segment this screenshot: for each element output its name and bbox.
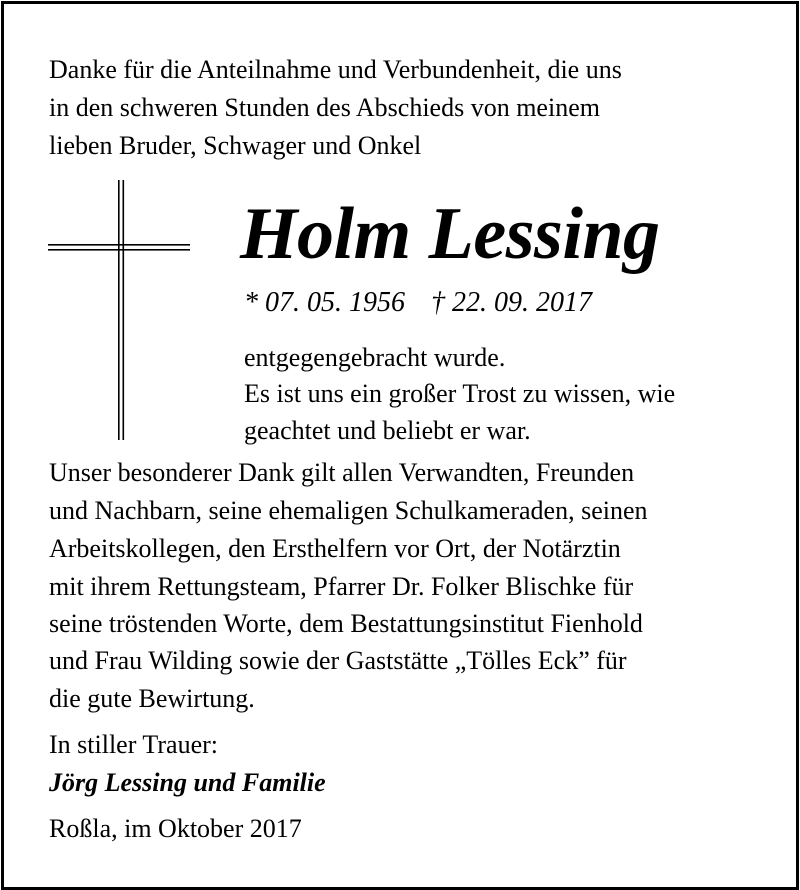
place-date: Roßla, im Oktober 2017 bbox=[49, 814, 302, 843]
thanks-line-2: und Nachbarn, seine ehemaligen Schulkameraden, seinen bbox=[49, 496, 648, 525]
mourning-line: In stiller Trauer: bbox=[49, 730, 218, 759]
life-dates bbox=[244, 286, 592, 320]
thanks-line-5: seine tröstenden Worte, dem Bestattungsinstitut Fienhold bbox=[49, 609, 643, 638]
birth-date: * 07. 05. 1956 bbox=[244, 287, 405, 318]
cross-icon bbox=[48, 180, 192, 440]
thanks-line-7: die gute Bewirtung. bbox=[49, 684, 255, 713]
thanks-line-3: Arbeitskollegen, den Ersthelfern vor Ort, der Notärztin bbox=[49, 534, 621, 563]
obituary-frame bbox=[1, 1, 799, 890]
intro-line-3: lieben Bruder, Schwager und Onkel bbox=[49, 131, 422, 160]
continuation-line-3: geachtet und beliebt er war. bbox=[244, 416, 531, 445]
intro-line-2: in den schweren Stunden des Abschieds von meinem bbox=[49, 93, 600, 122]
family-signature: Jörg Lessing und Familie bbox=[49, 768, 326, 797]
thanks-line-6: und Frau Wilding sowie der Gaststätte „Tölles Eck” für bbox=[49, 646, 627, 675]
continuation-line-2: Es ist uns ein großer Trost zu wissen, wie bbox=[244, 379, 676, 408]
death-date: † 22. 09. 2017 bbox=[431, 287, 592, 318]
thanks-line-1: Unser besonderer Dank gilt allen Verwandten, Freunden bbox=[49, 458, 635, 487]
thanks-line-4: mit ihrem Rettungsteam, Pfarrer Dr. Folker Blischke für bbox=[49, 572, 634, 601]
deceased-name: Holm Lessing bbox=[240, 193, 660, 275]
intro-line-1: Danke für die Anteilnahme und Verbundenheit, die uns bbox=[49, 55, 622, 84]
continuation-line-1: entgegengebracht wurde. bbox=[244, 343, 506, 372]
